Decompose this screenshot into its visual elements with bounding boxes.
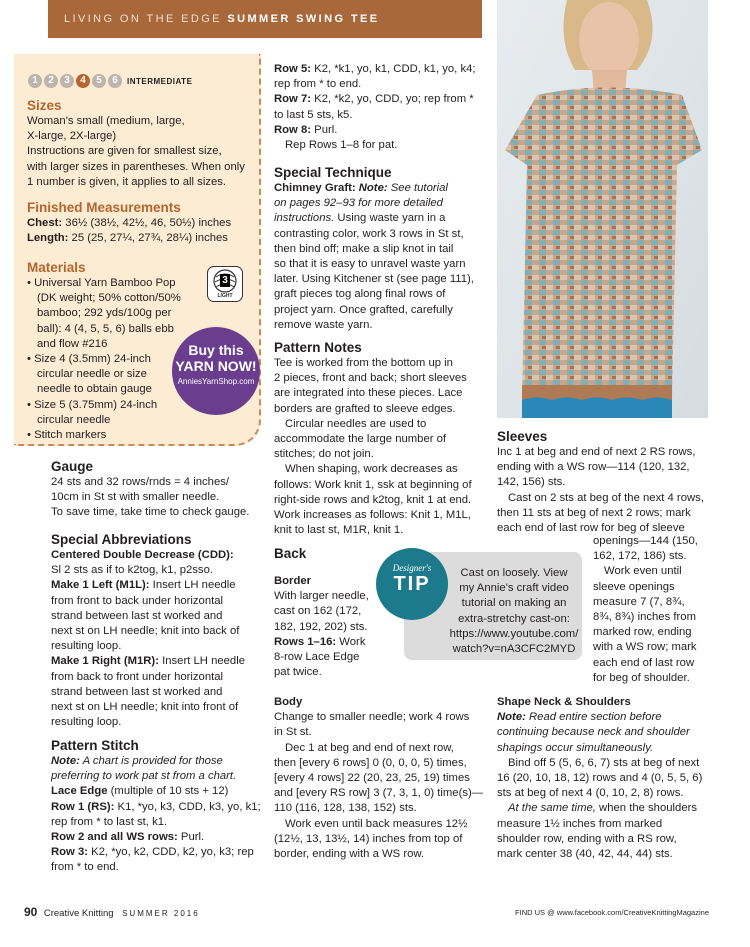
yarn-weight-label: LIGHT	[217, 293, 233, 299]
technique-heading: Special Technique	[274, 165, 392, 180]
text-line: graft pieces tog along final rows of	[274, 288, 446, 301]
text-line: pat twice.	[274, 666, 322, 679]
technique-section	[274, 164, 492, 333]
text-line: marked row, ending	[593, 626, 692, 639]
text-line: 8-row Lace Edge	[274, 651, 360, 664]
list-item: ball): 4 (4, 5, 5, 6) balls ebb	[37, 322, 174, 335]
text-line: K2, *yo, k2, CDD, k2, yo, k3; rep	[88, 846, 254, 859]
term: Row 3:	[51, 846, 89, 859]
text-line: Cast on loosely. View	[460, 567, 568, 579]
text-line: Tee is worked from the bottom up in	[274, 357, 453, 369]
text-line: 162, 172, 186) sts.	[593, 550, 687, 563]
buy-line2: YARN NOW!	[175, 358, 257, 374]
text-line: each end of last row for beg of sleeve	[497, 522, 685, 535]
level-5-icon: 5	[92, 74, 106, 88]
note-label: Note:	[51, 755, 80, 767]
list-item: circular needle	[37, 413, 111, 426]
measurements-heading: Finished Measurements	[27, 200, 181, 215]
list-item: bamboo; 292 yds/100g per	[37, 307, 172, 320]
length-value: 25 (25, 27¼, 27¾, 28¼) inches	[68, 232, 228, 245]
note-label: Note:	[497, 711, 526, 724]
text-line: then 11 sts at beg of next 2 rows; mark	[497, 506, 691, 519]
text-line: Rep Rows 1–8 for pat.	[285, 139, 398, 152]
text-line: next st on LH needle; knit into front of	[51, 701, 239, 714]
text-line: 16 (20, 10, 18, 12) rows and 4 (0, 5, 5, 6)	[497, 772, 703, 785]
text-line: See tutorial	[387, 182, 448, 194]
text-line: my Annie's craft video	[459, 582, 569, 595]
text-line: Using waste yarn in a	[334, 212, 446, 225]
sleeves-section-cont	[593, 534, 709, 686]
footer-left	[24, 905, 200, 919]
text-line: rep from * to end.	[274, 78, 362, 91]
sizes-heading: Sizes	[27, 98, 62, 113]
text-line: preferring to work pat st from a chart.	[51, 770, 237, 783]
text-line: for beg of shoulder.	[593, 671, 690, 684]
footer-find-us[interactable]: FIND US @ www.facebook.com/CreativeKnittingMagazine	[515, 908, 709, 917]
text-line: on pages 92–93 for more detailed	[274, 197, 443, 210]
term: Chimney Graft:	[274, 182, 356, 194]
text-line: Inc 1 at beg and end of next 2 RS rows,	[497, 446, 696, 458]
term: Row 8:	[274, 123, 312, 136]
list-item: • Size 4 (3.5mm) 24-inch	[27, 353, 151, 366]
sleeves-section	[497, 428, 709, 536]
text-line: 1 number is given, it applies to all sizes.	[27, 175, 227, 188]
text-line: Dec 1 at beg and end of next row,	[285, 741, 454, 754]
text-line: Work even until back measures 12½	[285, 817, 468, 830]
text-line: to last 5 sts, k5.	[274, 108, 353, 121]
term: Row 1 (RS):	[51, 800, 115, 813]
text-line: later. Using Kitchener st (see page 111),	[274, 273, 474, 286]
level-6-icon: 6	[108, 74, 122, 88]
text-line: resulting loop.	[51, 716, 122, 729]
text-line: A chart is provided for those	[79, 755, 223, 767]
text-line: Insert LH needle	[149, 579, 236, 592]
abbreviations-heading: Special Abbreviations	[51, 532, 192, 547]
text-line: K2, *k1, yo, k1, CDD, k1, yo, k4;	[311, 63, 476, 75]
level-3-icon: 3	[60, 74, 74, 88]
list-item: (DK weight; 50% cotton/50%	[37, 292, 181, 305]
text-line: each end of last row	[593, 656, 695, 669]
term: Make 1 Right (M1R):	[51, 655, 159, 668]
text-line: resulting loop.	[51, 640, 122, 653]
yarn-weight-icon	[207, 266, 243, 302]
list-item: needle to obtain gauge	[37, 383, 152, 396]
text-line: contrasting color, work 3 rows in St st,	[274, 227, 464, 240]
text-line: so that it is easy to unravel waste yarn	[274, 258, 466, 271]
magazine-name: Creative Knitting	[43, 908, 114, 919]
gauge-heading: Gauge	[51, 459, 94, 474]
text-line: next st on LH needle; knit into back of	[51, 625, 240, 638]
list-item: and flow #216	[37, 337, 108, 350]
text-line: strand between last st worked and	[51, 685, 223, 698]
term: Row 7:	[274, 93, 312, 106]
text-line: sts at beg of next 4 (0, 10, 2, 8) rows.	[497, 787, 684, 800]
text-line: 2 pieces, front and back; short sleeves	[274, 372, 467, 385]
badge-line1: Designer's	[392, 563, 432, 573]
note-label: Note:	[355, 182, 388, 194]
skill-level	[28, 72, 192, 90]
text-line: from * to end.	[51, 861, 119, 874]
length-line	[27, 231, 259, 246]
pattern-stitch-section	[51, 737, 263, 876]
text-line: Work	[336, 635, 366, 648]
badge-line2: TIP	[393, 573, 431, 595]
text-line: with a WS row; mark	[593, 641, 697, 654]
text-line: stitches; do not join.	[274, 448, 374, 461]
term: Lace Edge	[51, 785, 108, 798]
term: Row 5:	[274, 63, 312, 75]
tip-link-cont[interactable]: watch?v=nA3CFC2MYD	[452, 643, 576, 656]
text-line: 24 sts and 32 rows/rnds = 4 inches/	[51, 476, 230, 488]
buy-yarn-button[interactable]	[172, 327, 260, 415]
pattern-notes-heading: Pattern Notes	[274, 340, 362, 355]
back-heading: Back	[274, 546, 307, 561]
sizes-section	[27, 97, 259, 190]
text-line: To save time, take time to check gauge.	[51, 506, 250, 519]
sleeves-heading: Sleeves	[497, 429, 548, 444]
text-line: then [every 6 rows] 0 (0, 0, 0, 5) times,	[274, 756, 467, 769]
buy-line3: AnniesYarnShop.com	[177, 377, 255, 386]
text-line: Purl.	[177, 831, 205, 844]
text-line: Purl.	[311, 123, 338, 136]
issue-label: SUMMER 2016	[122, 909, 200, 918]
list-item: circular needle or size	[37, 368, 147, 381]
yarn-weight-number: 3	[222, 275, 228, 286]
level-label: INTERMEDIATE	[127, 76, 193, 86]
text-line: Read entire section before	[525, 711, 662, 724]
text-line: Insert LH needle	[158, 655, 246, 668]
text-line: K1, *yo, k3, CDD, k3, yo, k1;	[114, 800, 261, 813]
gauge-section	[51, 458, 263, 521]
text-line: 110 (116, 128, 138, 152) sts.	[274, 802, 417, 815]
text-line: K2, *k2, yo, CDD, yo; rep from *	[311, 93, 474, 106]
text-line: continuing because neck and shoulder	[497, 726, 690, 739]
text-line: Work even until	[604, 565, 682, 578]
text-line: instructions.	[274, 212, 335, 225]
list-item: • Universal Yarn Bamboo Pop	[27, 277, 176, 289]
text-line: openings—144 (150,	[593, 535, 698, 547]
text-line: ending with a WS row—114 (120, 132,	[497, 461, 690, 474]
text-line: Sl 2 sts as if to k2tog, k1, p2sso.	[51, 564, 214, 577]
text-line: Change to smaller needle; work 4 rows	[274, 711, 470, 724]
pattern-title: SUMMER SWING TEE	[227, 13, 380, 25]
page-number: 90	[24, 905, 38, 919]
text-line: mark center 38 (40, 42, 44, 44) sts.	[497, 848, 673, 861]
text-line: 8¾, 8¾) inches from	[593, 611, 696, 624]
text-line: Instructions are given for smallest size,	[27, 145, 222, 158]
text-line: X-large, 2X-large)	[27, 130, 117, 143]
text-line: extra-stretchy cast-on:	[458, 612, 570, 625]
text-line: in St st.	[274, 726, 312, 739]
text-line: (12½, 13, 13½, 14) inches from top of	[274, 832, 463, 845]
pattern-notes-section	[274, 339, 492, 538]
chest-line	[27, 216, 259, 231]
text-line: from back to front under horizontal	[51, 670, 224, 683]
abbreviations-section	[51, 531, 263, 730]
text-line: Woman's small (medium, large,	[27, 115, 185, 127]
text-line: (multiple of 10 sts + 12)	[107, 785, 229, 798]
text-line: are integrated into these pieces. Lace	[274, 387, 463, 400]
series-title: LIVING ON THE EDGE	[64, 13, 222, 25]
back-section	[274, 545, 384, 680]
tip-link[interactable]: https://www.youtube.com/	[449, 627, 579, 640]
text-line: when the shoulders	[595, 802, 698, 815]
text-line: accommodate the large number of	[274, 433, 447, 446]
text-line: measure 1½ inches from marked	[497, 817, 663, 830]
chest-value: 36½ (38½, 42½, 46, 50½) inches	[62, 217, 232, 229]
neck-heading: Shape Neck & Shoulders	[497, 696, 631, 708]
text-line: sleeve openings	[593, 580, 675, 593]
pattern-rows-cont	[274, 62, 492, 153]
page-header	[48, 0, 482, 38]
level-2-icon: 2	[44, 74, 58, 88]
text-line: cast on 162 (172,	[274, 605, 362, 618]
model-photo	[497, 0, 708, 418]
term: Row 2 and all WS rows:	[51, 831, 178, 844]
term: Make 1 Left (M1L):	[51, 579, 150, 592]
text-line: [every 4 rows] 22 (20, 23, 25, 19) times	[274, 772, 470, 785]
list-item: • Size 5 (3.75mm) 24-inch	[27, 398, 158, 411]
border-subheading: Border	[274, 575, 312, 587]
text-line: 10cm in St st with smaller needle.	[51, 491, 220, 504]
text-line: strand between last st worked and	[51, 609, 223, 622]
designer-tip-badge	[376, 548, 448, 620]
pattern-stitch-heading: Pattern Stitch	[51, 738, 139, 753]
text-line: When shaping, work decreases as	[285, 463, 458, 476]
materials-heading: Materials	[27, 260, 86, 275]
text-line: knit to last st, M1R, knit 1.	[274, 524, 404, 537]
text-line: from front to back under horizontal	[51, 594, 224, 607]
length-label: Length:	[27, 232, 69, 245]
text-line: Work increases as follows: Knit 1, M1L,	[274, 509, 471, 522]
text-line: shoulder row, ending with a RS row,	[497, 832, 677, 845]
text-line: Circular needles are used to	[285, 417, 427, 430]
text-line: and [every RS row] 3 (7, 3, 1, 0) time(s)—	[274, 787, 484, 800]
text-line: then bind off; make a slip knot in tail	[274, 242, 454, 255]
text-line: with larger sizes in parentheses. When only	[27, 160, 245, 173]
text-line: rep from * to last st, k1.	[51, 815, 168, 828]
text-line: tutorial on making an	[461, 597, 567, 610]
buy-line1: Buy this	[188, 342, 244, 358]
text-line: With larger needle,	[274, 590, 369, 603]
text-line: project yarn. Once grafted, carefully	[274, 303, 453, 316]
text-line: Bind off 5 (5, 6, 6, 7) sts at beg of next	[508, 756, 700, 769]
level-1-icon: 1	[28, 74, 42, 88]
text-line: borders are grafted to sleeve edges.	[274, 402, 456, 415]
measurements-section	[27, 199, 259, 246]
text-line: Cast on 2 sts at beg of the next 4 rows,	[508, 491, 704, 504]
term: Rows 1–16:	[274, 635, 337, 648]
body-section	[274, 695, 492, 862]
list-item: • Stitch markers	[27, 429, 107, 442]
text-line: right-side rows and k2tog, knit 1 at end.	[274, 493, 472, 506]
text-line: 182, 192, 202) sts.	[274, 620, 368, 633]
text-line: border, ending with a WS row.	[274, 848, 425, 861]
text-line: 142, 156) sts.	[497, 476, 566, 489]
neck-section	[497, 695, 709, 862]
level-4-icon: 4	[76, 74, 90, 88]
term: Centered Double Decrease (CDD):	[51, 549, 234, 561]
chest-label: Chest:	[27, 217, 63, 229]
text-line: shapings occur simultaneously.	[497, 741, 654, 754]
text-line: follows: Work knit 1, ssk at beginning of	[274, 478, 472, 491]
text-line: measure 7 (7, 8¾,	[593, 595, 685, 608]
text-line: At the same time,	[508, 802, 596, 815]
text-line: remove waste yarn.	[274, 318, 373, 331]
body-heading: Body	[274, 696, 303, 708]
